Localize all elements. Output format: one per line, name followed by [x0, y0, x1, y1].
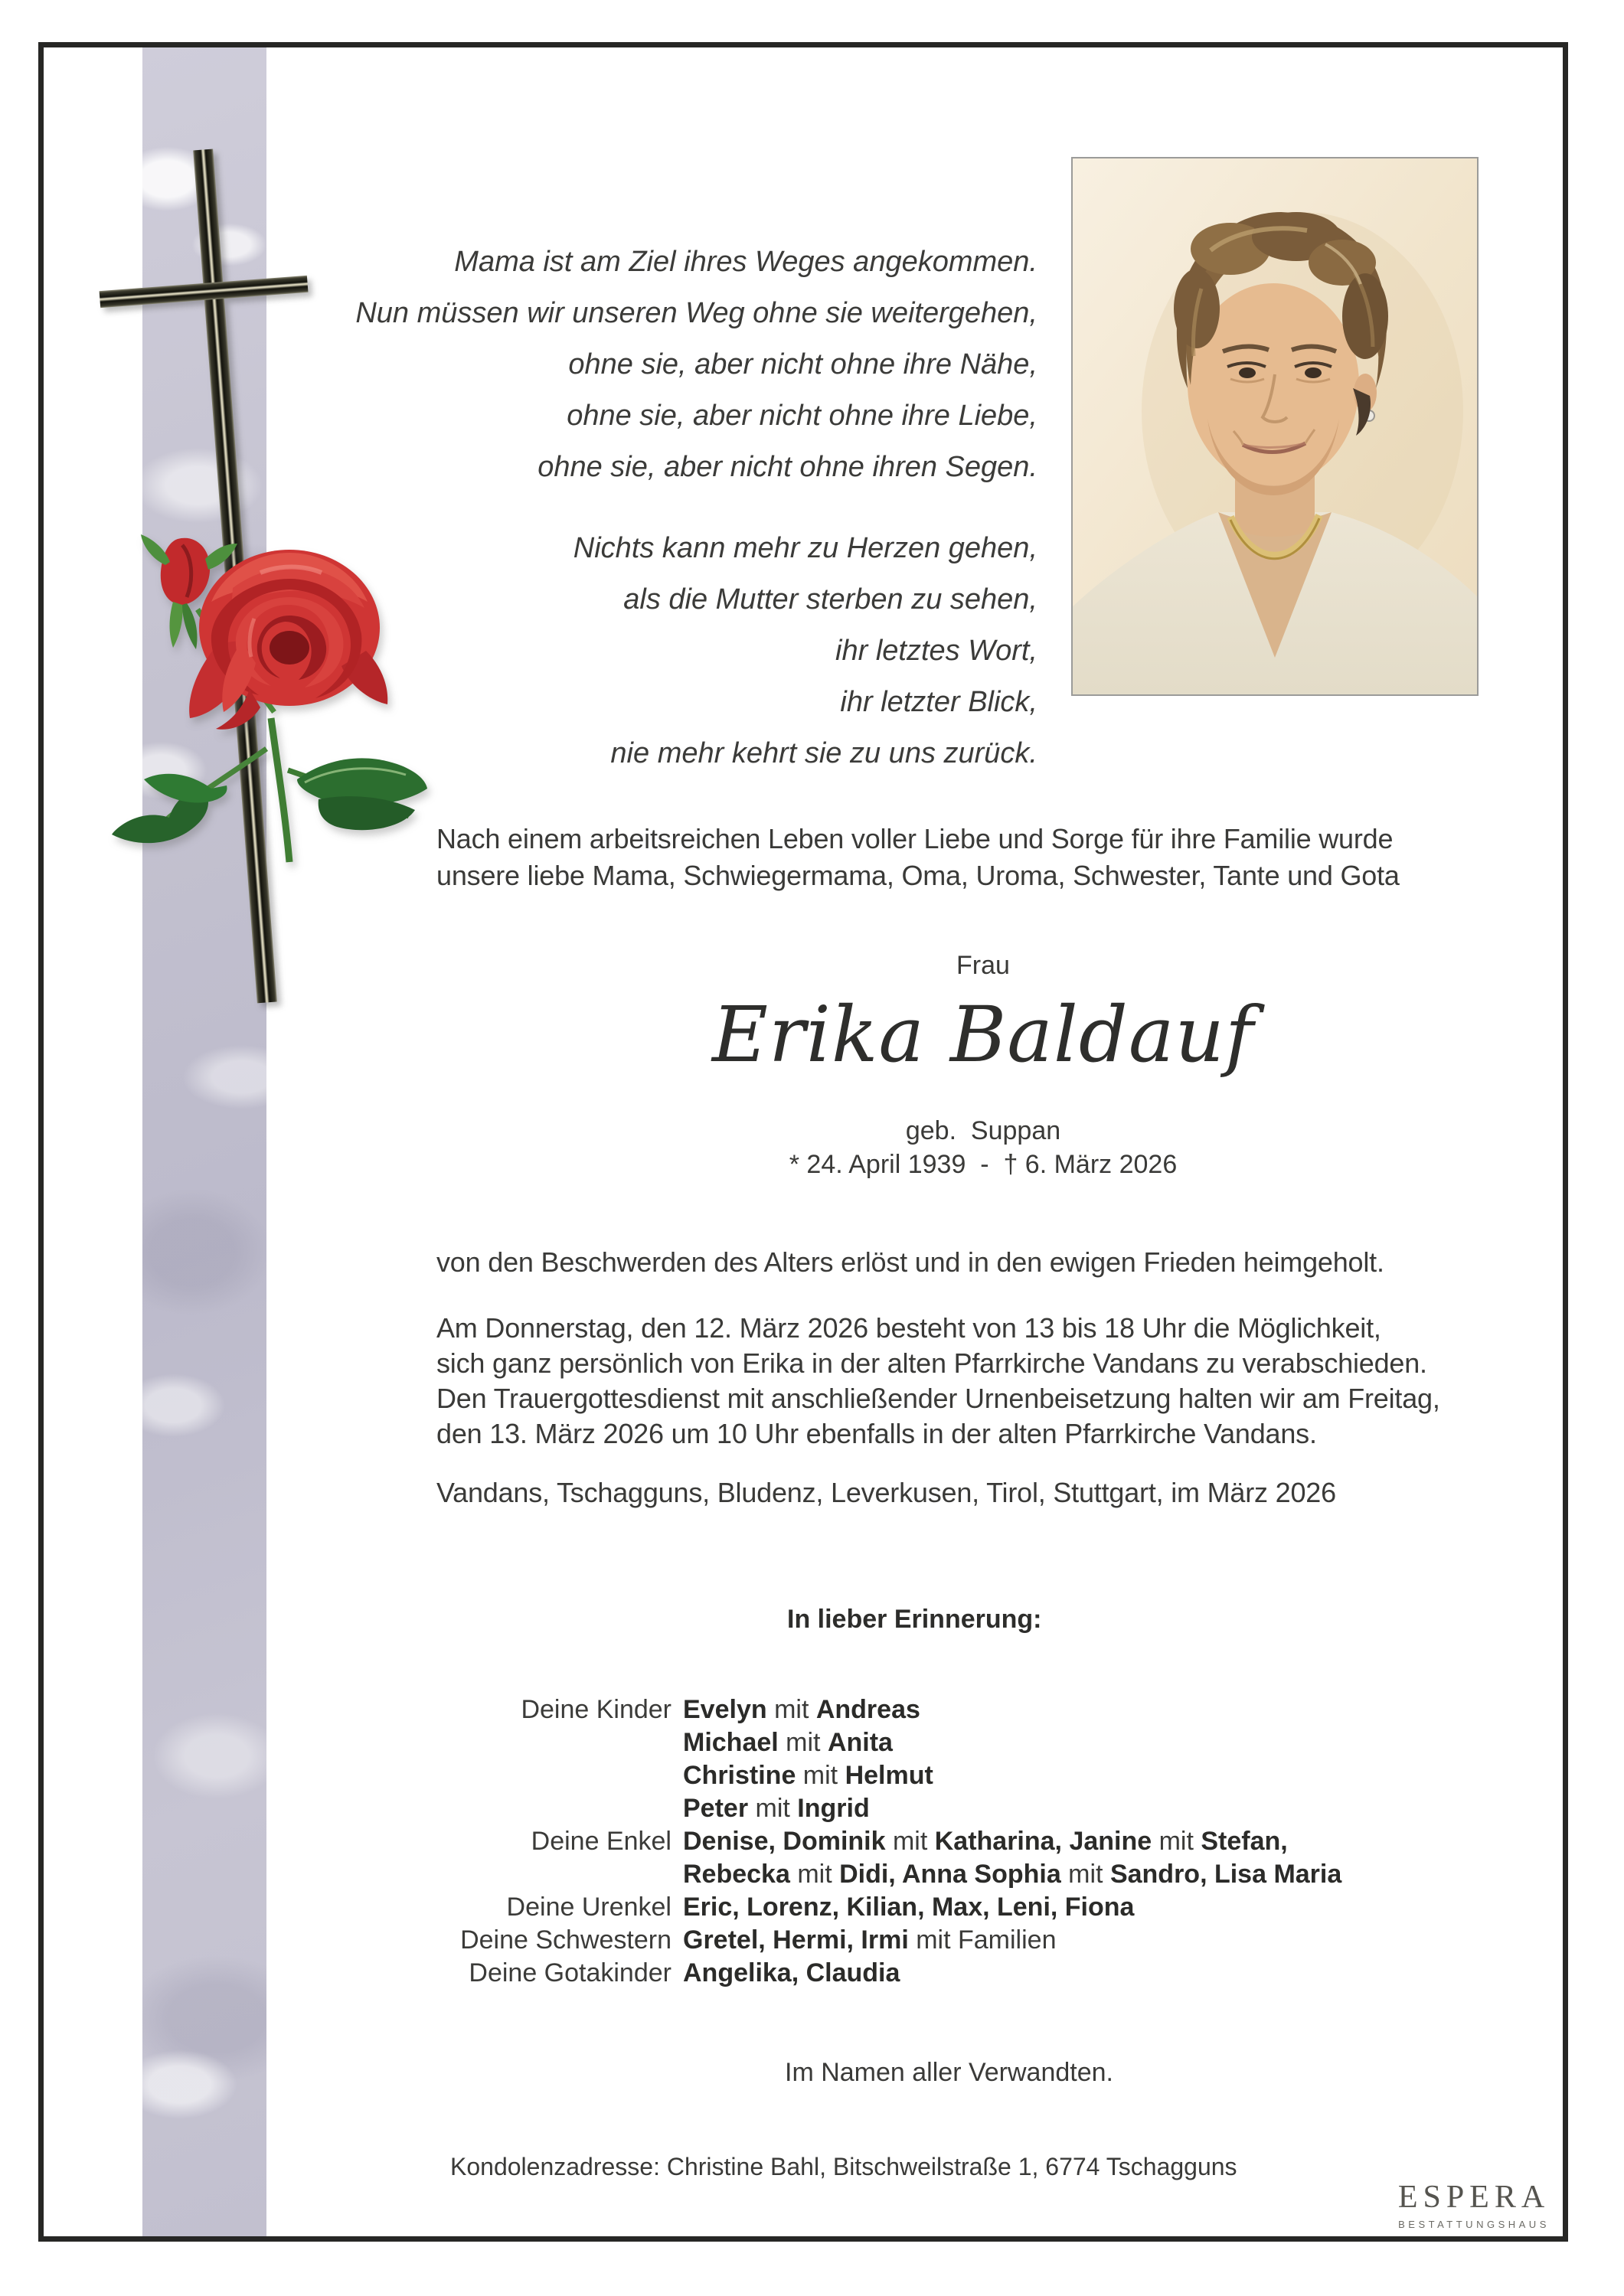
- family-name: Didi, Anna Sophia: [839, 1860, 1061, 1889]
- text-line: ohne sie, aber nicht ohne ihren Segen.: [538, 451, 1037, 483]
- poem: [260, 237, 1037, 779]
- family-connector: mit Familien: [908, 1925, 1057, 1955]
- family-value: [683, 1759, 933, 1792]
- family-connector: mit: [789, 1860, 840, 1889]
- family-value: [683, 1792, 870, 1825]
- family-row: [322, 1957, 1562, 1990]
- family-name: Anita: [827, 1728, 893, 1757]
- family-value: [683, 1693, 920, 1726]
- family-label: Deine Enkel: [531, 1827, 671, 1856]
- deceased-name: Erika Baldauf: [712, 990, 1254, 1079]
- portrait-photo: [1071, 157, 1479, 696]
- text-line: Den Trauergottesdienst mit anschließender Urnenbeisetzung halten wir am Freitag,: [436, 1383, 1440, 1414]
- family-name: Christine: [683, 1761, 796, 1790]
- family-connector: mit: [748, 1794, 798, 1823]
- life-dates: * 24. April 1939 - † 6. März 2026: [789, 1150, 1178, 1179]
- family-name: Gretel, Hermi, Irmi: [683, 1925, 909, 1955]
- text-line: Mama ist am Ziel ihres Weges angekommen.: [454, 246, 1037, 278]
- family-label: Deine Schwestern: [460, 1925, 671, 1955]
- family-row: [322, 1693, 1562, 1726]
- family-label: Deine Gotakinder: [469, 1958, 671, 1987]
- text-line: den 13. März 2026 um 10 Uhr ebenfalls in der alten Pfarrkirche Vandans.: [436, 1418, 1317, 1449]
- text-line: ihr letztes Wort,: [835, 635, 1037, 667]
- watercolor-band: [142, 47, 266, 2238]
- family-name: Sandro, Lisa Maria: [1109, 1860, 1342, 1889]
- family-value: [683, 1924, 1056, 1957]
- family-connector: mit: [778, 1728, 828, 1757]
- family-name: Stefan,: [1201, 1827, 1288, 1856]
- poem-stanza-2: [260, 523, 1037, 779]
- family-list: [322, 1693, 1562, 1990]
- text-line: als die Mutter sterben zu sehen,: [623, 583, 1037, 616]
- family-row: [322, 1726, 1562, 1759]
- condolence-line: Kondolenzadresse: Christine Bahl, Bitschweilstraße 1, 6774 Tschagguns: [450, 2153, 1237, 2180]
- family-name: Michael: [683, 1728, 779, 1757]
- family-name: Eric, Lorenz, Kilian, Max, Leni, Fiona: [683, 1893, 1135, 1922]
- family-connector: mit: [1060, 1860, 1110, 1889]
- espera-logo: [1371, 2179, 1577, 2230]
- espera-brand-text: ESPERA: [1397, 2180, 1550, 2215]
- release-line: von den Beschwerden des Alters erlöst und in den ewigen Frieden heimgeholt.: [436, 1246, 1384, 1278]
- family-name: Denise, Dominik: [683, 1827, 886, 1856]
- text-line: nie mehr kehrt sie zu uns zurück.: [610, 737, 1037, 769]
- family-connector: mit: [796, 1761, 845, 1790]
- poem-stanza-1: [260, 237, 1037, 493]
- closing-line: Im Namen aller Verwandten.: [785, 2058, 1113, 2087]
- family-row: [322, 1759, 1562, 1792]
- family-name: Peter: [683, 1794, 749, 1823]
- family-value: [683, 1891, 1134, 1924]
- family-name: Ingrid: [797, 1794, 870, 1823]
- family-value: [683, 1825, 1288, 1858]
- family-name: Rebecka: [683, 1860, 790, 1889]
- family-name: Andreas: [815, 1695, 920, 1724]
- text-line: ohne sie, aber nicht ohne ihre Nähe,: [568, 348, 1037, 380]
- family-label: Deine Kinder: [521, 1695, 671, 1724]
- birth-name: geb. Suppan: [905, 1116, 1061, 1145]
- memory-heading: In lieber Erinnerung:: [787, 1605, 1042, 1634]
- family-row: [322, 1858, 1562, 1891]
- family-connector: mit: [1152, 1827, 1201, 1856]
- cities-line: Vandans, Tschagguns, Bludenz, Leverkusen, Tirol, Stuttgart, im März 2026: [436, 1477, 1336, 1508]
- family-label: Deine Urenkel: [506, 1893, 671, 1922]
- espera-subtitle: BESTATTUNGSHAUS: [1398, 2219, 1550, 2230]
- text-line: ihr letzter Blick,: [840, 686, 1037, 718]
- family-connector: mit: [885, 1827, 935, 1856]
- salutation: Frau: [956, 951, 1010, 980]
- family-connector: mit: [766, 1695, 816, 1724]
- family-name: Helmut: [845, 1761, 933, 1790]
- family-value: [683, 1957, 900, 1990]
- text-line: Nun müssen wir unseren Weg ohne sie weitergehen,: [355, 297, 1037, 329]
- text-line: unsere liebe Mama, Schwiegermama, Oma, Uroma, Schwester, Tante und Gota: [436, 860, 1400, 891]
- family-row: [322, 1891, 1562, 1924]
- family-name: Evelyn: [683, 1695, 767, 1724]
- text-line: Nach einem arbeitsreichen Leben voller Liebe und Sorge für ihre Familie wurde: [436, 823, 1394, 854]
- text-line: Nichts kann mehr zu Herzen gehen,: [573, 532, 1037, 564]
- funeral-details: [436, 1311, 1440, 1452]
- text-line: Am Donnerstag, den 12. März 2026 besteht von 13 bis 18 Uhr die Möglichkeit,: [436, 1312, 1381, 1344]
- family-row: [322, 1792, 1562, 1825]
- intro-paragraph: [436, 821, 1400, 894]
- family-row: [322, 1825, 1562, 1858]
- family-name: Katharina, Janine: [934, 1827, 1152, 1856]
- family-value: [683, 1726, 893, 1759]
- text-line: sich ganz persönlich von Erika in der alten Pfarrkirche Vandans zu verabschieden.: [436, 1347, 1427, 1379]
- family-name: Angelika, Claudia: [683, 1958, 900, 1987]
- family-row: [322, 1924, 1562, 1957]
- text-line: ohne sie, aber nicht ohne ihre Liebe,: [567, 400, 1037, 432]
- family-value: [683, 1858, 1341, 1891]
